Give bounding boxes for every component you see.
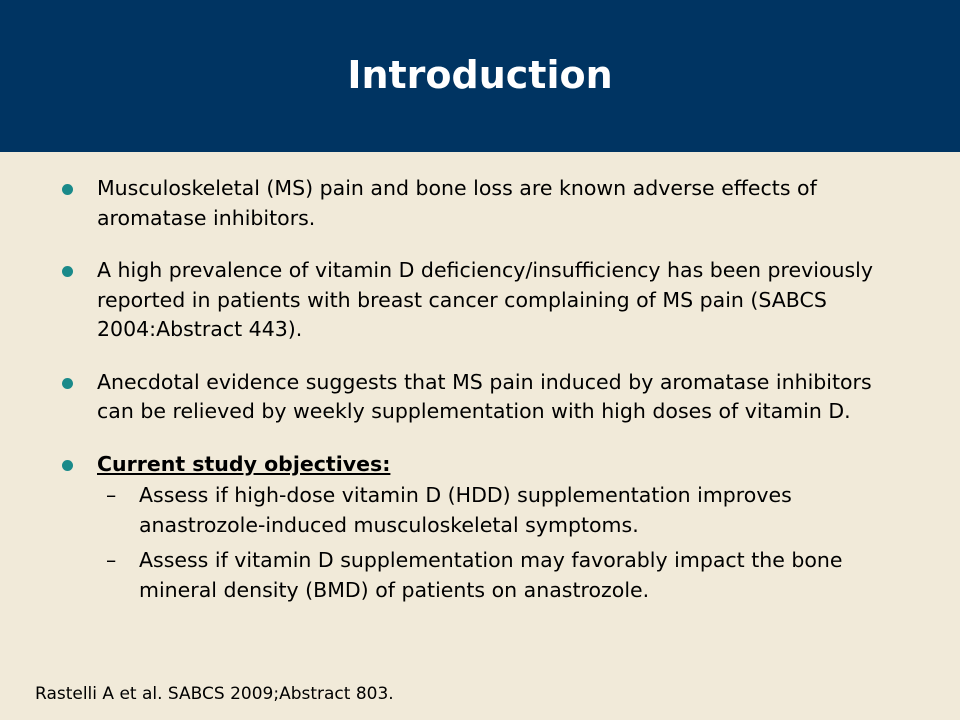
objectives-bullet — [0, 450, 887, 480]
objectives-heading: Current study objectives: — [97, 451, 391, 476]
title-bar — [0, 0, 960, 152]
objective-text: Assess if high-dose vitamin D (HDD) supplementation improves anastrozole-induced musculoskeletal symptoms. — [139, 483, 792, 537]
bullet-item — [0, 368, 887, 427]
dash-icon: – — [106, 483, 117, 507]
objective-item — [0, 546, 899, 605]
citation-footnote: Rastelli A et al. SABCS 2009;Abstract 803. — [35, 684, 394, 704]
bullet-text: Musculoskeletal (MS) pain and bone loss are known adverse effects of aromatase inhibitors. — [97, 176, 817, 230]
bullet-text: A high prevalence of vitamin D deficiency/insufficiency has been previously reported in patients with breast cancer complaining of MS pain (SABCS 2004:Abstract 443). — [97, 258, 873, 341]
objective-item — [0, 481, 899, 540]
bullet-dot-icon — [62, 266, 73, 277]
bullet-dot-icon — [62, 378, 73, 389]
slide-body — [0, 174, 960, 605]
bullet-item — [0, 174, 887, 233]
dash-icon: – — [106, 548, 117, 572]
slide-title: Introduction — [347, 53, 613, 97]
bullet-dot-icon — [62, 460, 73, 471]
objective-text: Assess if vitamin D supplementation may favorably impact the bone mineral density (BMD) of patients on anastrozole. — [139, 548, 843, 602]
bullet-text: Anecdotal evidence suggests that MS pain induced by aromatase inhibitors can be relieved by weekly supplementation with high doses of vitamin D. — [97, 369, 872, 423]
bullet-dot-icon — [62, 184, 73, 195]
bullet-item — [0, 256, 887, 345]
